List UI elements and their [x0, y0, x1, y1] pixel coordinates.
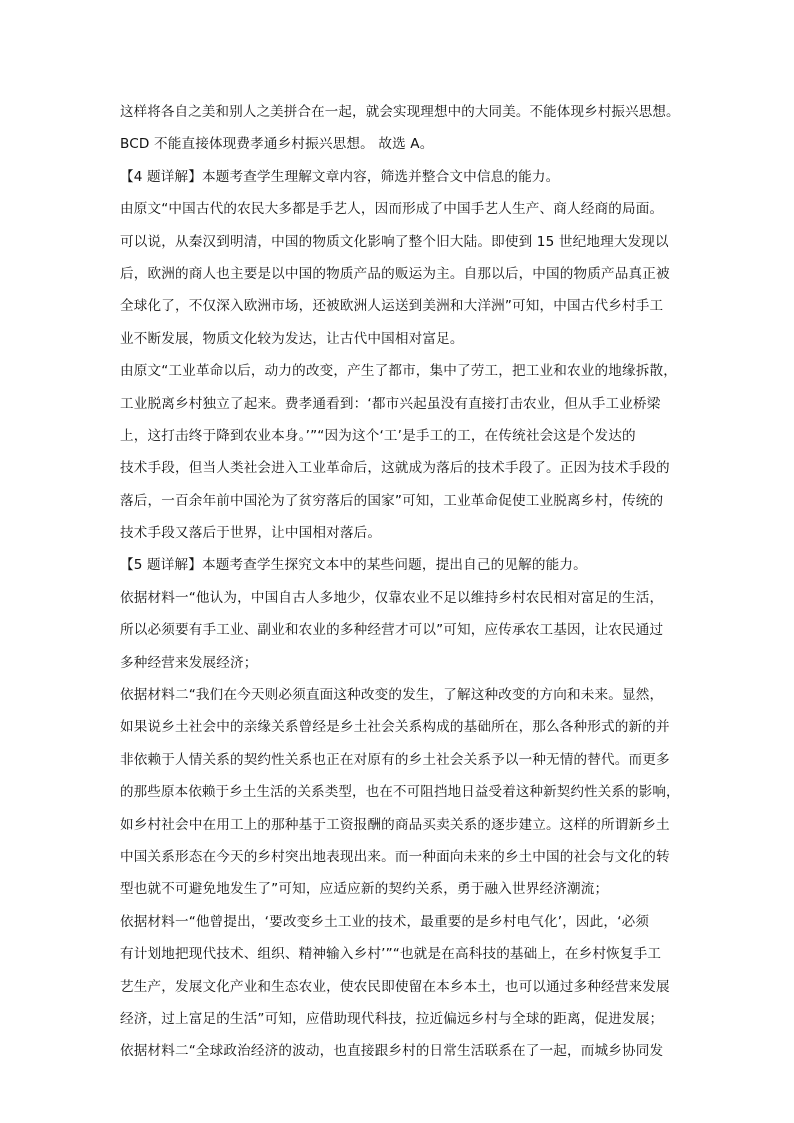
text-line: 后，欧洲的商人也主要是以中国的物质产品的贩运为主。自那以后，中国的物质产品真正被 — [120, 265, 670, 282]
text-line: 的那些原本依赖于乡土生活的关系类型，也在不可阻挡地日益受着这种新契约性关系的影响， — [120, 784, 680, 801]
text-line: 非依赖于人情关系的契约性关系也正在对原有的乡土社会关系予以一种无情的替代。而更多 — [120, 751, 670, 768]
text-line: 技术手段，但当人类社会进入工业革命后，这就成为落后的技术手段了。正因为技术手段的 — [120, 460, 670, 477]
text-line: 全球化了，不仅深入欧洲市场，还被欧洲人运送到美洲和大洋洲”可知，中国古代乡村手工 — [120, 298, 664, 315]
text-line: 多种经营来发展经济； — [120, 654, 258, 671]
text-line: 依据材料二“全球政治经济的波动，也直接跟乡村的日常生活联系在了一起，而城乡协同发 — [120, 1043, 664, 1060]
document-body — [120, 96, 680, 1068]
text-line: 可以说，从秦汉到明清，中国的物质文化影响了整个旧大陆。即使到 15 世纪地理大发现以 — [120, 233, 669, 250]
section-heading: 【4 题详解】本题考查学生理解文章内容，筛选并整合文中信息的能力。 — [120, 168, 560, 185]
text-line: 由原文“中国古代的农民大多都是手艺人，因而形成了中国手艺人生产、商人经商的局面。 — [120, 201, 664, 218]
text-line: 有计划地把现代技术、组织、精神输入乡村’”“也就是在高科技的基础上，在乡村恢复手工 — [120, 946, 662, 963]
text-line: 工业脱离乡村独立了起来。费孝通看到：‘都市兴起虽没有直接打击农业，但从手工业桥梁 — [120, 395, 661, 412]
text-line: 经济，过上富足的生活”可知，应借助现代科技，拉近偏远乡村与全球的距离，促进发展； — [120, 1010, 664, 1027]
text-line: BCD 不能直接体现费孝通乡村振兴思想。 故选 A。 — [120, 136, 434, 153]
text-line: 业不断发展，物质文化较为发达，让古代中国相对富足。 — [120, 330, 464, 347]
text-line: 如乡村社会中在用工上的那种基于工资报酬的商品买卖关系的逐步建立。这样的所谓新乡土 — [120, 816, 670, 833]
text-line: 技术手段又落后于世界，让中国相对落后。 — [120, 525, 382, 542]
text-line: 中国关系形态在今天的乡村突出地表现出来。而一种面向未来的乡土中国的社会与文化的转 — [120, 848, 670, 865]
text-line: 艺生产，发展文化产业和生态农业，使农民即使留在本乡本土，也可以通过多种经营来发展 — [120, 978, 670, 995]
text-line: 如果说乡土社会中的亲缘关系曾经是乡土社会关系构成的基础所在，那么各种形式的新的并 — [120, 719, 670, 736]
text-line: 所以必须要有手工业、副业和农业的多种经营才可以”可知，应传承农工基因，让农民通过 — [120, 622, 664, 639]
text-line: 由原文“工业革命以后，动力的改变，产生了都市，集中了劳工，把工业和农业的地缘拆散， — [120, 363, 677, 380]
text-line: 落后，一百余年前中国沦为了贫穷落后的国家”可知，工业革命促使工业脱离乡村，传统的 — [120, 492, 664, 509]
text-line: 这样将各自之美和别人之美拼合在一起，就会实现理想中的大同美。不能体现乡村振兴思想。 — [120, 104, 680, 120]
text-line: 依据材料一“他曾提出，‘要改变乡土工业的技术，最重要的是乡村电气化’，因此，‘必须 — [120, 913, 650, 930]
text-line: 型也就不可避免地发生了”可知，应适应新的契约关系，勇于融入世界经济潮流； — [120, 881, 609, 898]
text-line: 依据材料一“他认为，中国自古人多地少，仅靠农业不足以维持乡村农民相对富足的生活， — [120, 589, 664, 606]
text-line: 依据材料二“我们在今天则必须直面这种改变的发生，了解这种改变的方向和未来。显然， — [120, 687, 664, 704]
text-line: 上，这打击终于降到农业本身。’”“因为这个‘工’是手工的工，在传统社会这是个发达的 — [120, 427, 636, 444]
section-heading: 【5 题详解】本题考查学生探究文本中的某些问题，提出自己的见解的能力。 — [120, 557, 587, 574]
